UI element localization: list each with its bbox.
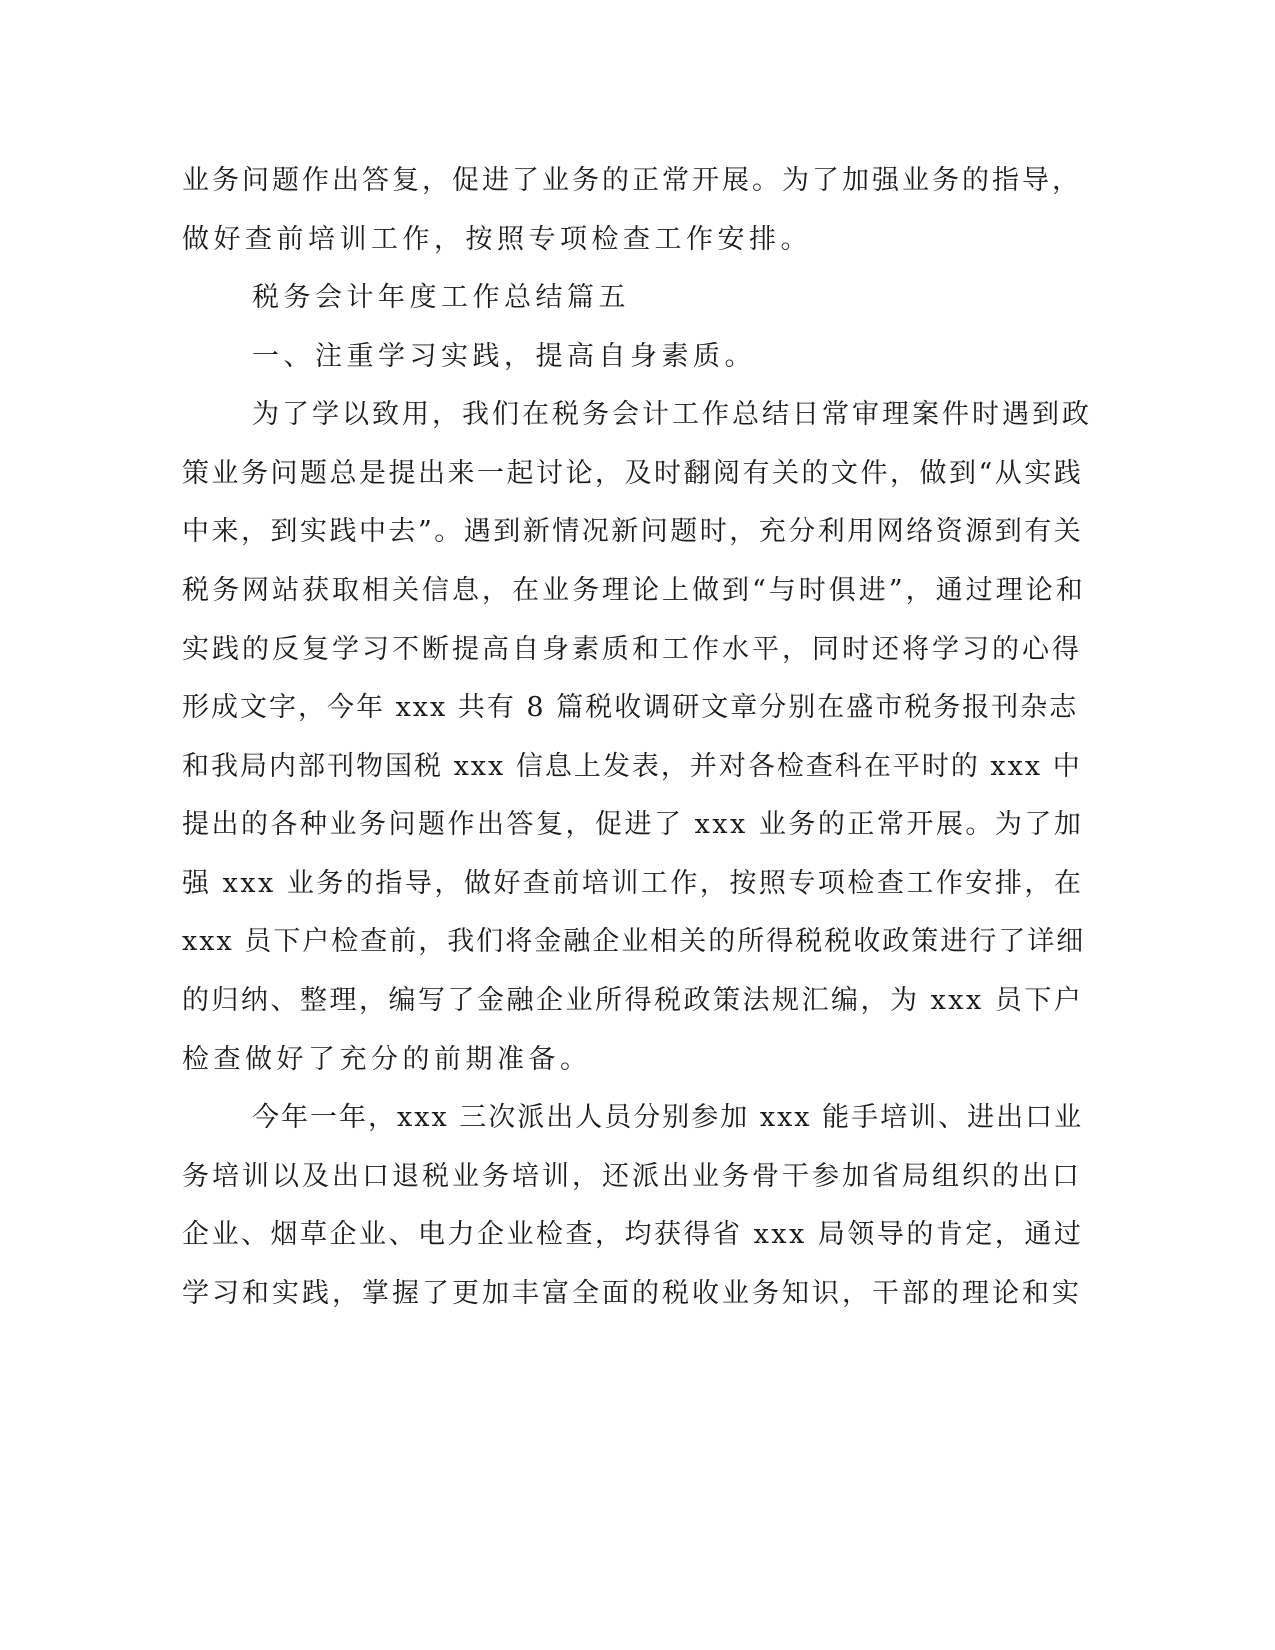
- text-line: xxx 员下户检查前，我们将金融企业相关的所得税税收政策进行了详细: [182, 926, 1086, 957]
- text-line: 今年一年，xxx 三次派出人员分别参加 xxx 能手培训、进出口业: [252, 1102, 1084, 1133]
- text-line: 务培训以及出口退税业务培训，还派出业务骨干参加省局组织的出口: [182, 1161, 1082, 1192]
- section-title: 税务会计年度工作总结篇五: [252, 282, 630, 313]
- text-line: 做好查前培训工作，按照专项检查工作安排。: [182, 224, 812, 255]
- text-line: 强 xxx 业务的指导，做好查前培训工作，按照专项检查工作安排，在: [182, 868, 1084, 899]
- text-line: 企业、烟草企业、电力企业检查，均获得省 xxx 局领导的肯定，通过: [182, 1219, 1084, 1250]
- text-line: 实践的反复学习不断提高自身素质和工作水平，同时还将学习的心得: [182, 634, 1082, 665]
- text-line: 提出的各种业务问题作出答复，促进了 xxx 业务的正常开展。为了加: [182, 809, 1084, 840]
- text-line: 形成文字，今年 xxx 共有 8 篇税收调研文章分别在盛市税务报刊杂志: [182, 692, 1079, 723]
- text-line: 税务网站获取相关信息，在业务理论上做到“与时俱进”，通过理论和: [182, 575, 1086, 606]
- text-line: 中来，到实践中去”。遇到新情况新问题时，充分利用网络资源到有关: [182, 516, 1084, 547]
- text-line: 业务问题作出答复，促进了业务的正常开展。为了加强业务的指导，: [182, 165, 1082, 196]
- text-line: 学习和实践，掌握了更加丰富全面的税收业务知识，干部的理论和实: [182, 1278, 1082, 1309]
- text-line: 和我局内部刊物国税 xxx 信息上发表，并对各检查科在平时的 xxx 中: [182, 751, 1082, 782]
- text-line: 策业务问题总是提出来一起讨论，及时翻阅有关的文件，做到“从实践: [182, 458, 1084, 489]
- section-heading: 一、注重学习实践，提高自身素质。: [252, 341, 756, 372]
- text-line: 为了学以致用，我们在税务会计工作总结日常审理案件时遇到政: [252, 399, 1092, 430]
- text-line: 的归纳、整理，编写了金融企业所得税政策法规汇编，为 xxx 员下户: [182, 985, 1084, 1016]
- text-line: 检查做好了充分的前期准备。: [182, 1044, 592, 1075]
